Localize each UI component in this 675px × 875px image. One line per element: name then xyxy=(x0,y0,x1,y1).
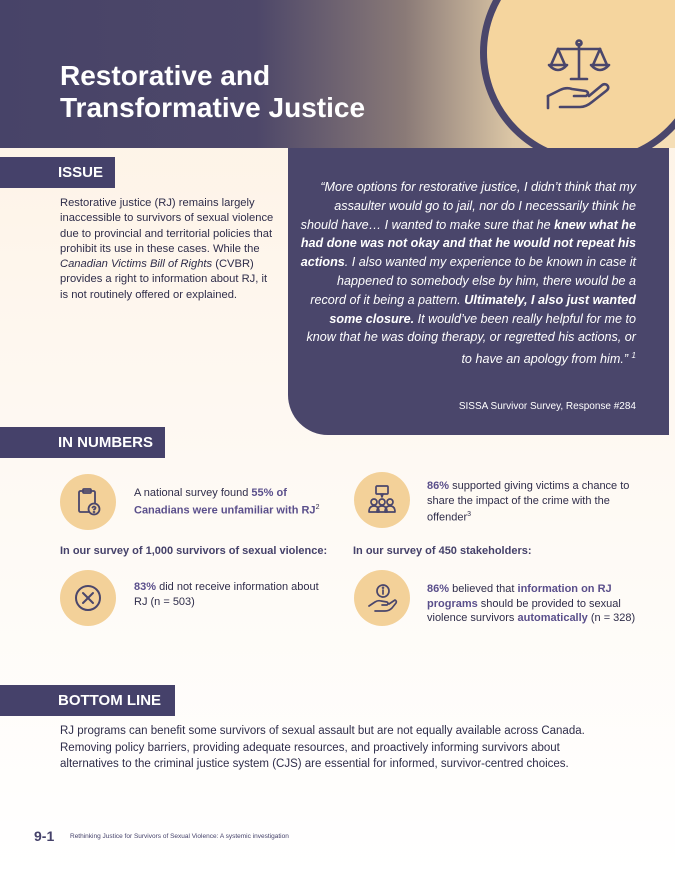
justice-scale-hand-icon xyxy=(544,38,614,113)
stat-highlight: 86% xyxy=(427,480,450,492)
issue-cvbr-title: Canadian Victims Bill of Rights xyxy=(60,258,213,271)
stat-text: (n = 328) xyxy=(587,612,636,624)
stat-automatic-info xyxy=(427,582,642,626)
clipboard-question-icon xyxy=(60,474,116,530)
stat-text: did not receive information about RJ (n = 503) xyxy=(134,581,319,608)
stat-text: A national survey found xyxy=(134,487,252,499)
quote-source: SISSA Survivor Survey, Response #284 xyxy=(458,401,636,412)
bottom-line-heading: BOTTOM LINE xyxy=(0,685,175,716)
title-line-1: Restorative and xyxy=(60,60,271,91)
footnote-ref: 3 xyxy=(467,511,472,518)
issue-text-part2: (CVBR) provides a right to information about RJ, it is not routinely offered or explained. xyxy=(60,258,268,301)
group-speech-icon xyxy=(354,472,410,528)
stat-victim-impact xyxy=(427,479,642,525)
stat-highlight: 83% xyxy=(134,581,157,593)
page-number: 9-1 xyxy=(34,828,55,844)
quote-part: It would’ve been really helpful for me to know that he was doing therapy, or regretted his actions, or to have an apology from him.” xyxy=(306,311,636,367)
quote-bold: knew what he had done was not okay and that he would not repeat his actions xyxy=(300,217,636,270)
survivor-quote xyxy=(300,178,636,369)
stat-no-rj-info xyxy=(134,580,334,609)
stat-highlight: 55% of Canadians were unfamiliar with RJ xyxy=(134,487,316,517)
stakeholder-survey-subhead: In our survey of 450 stakeholders: xyxy=(353,545,532,557)
footer-title: Rethinking Justice for Survivors of Sexual Violence: A systemic investigation xyxy=(70,833,289,840)
stat-highlight: information on RJ programs xyxy=(427,583,612,610)
stat-text: believed that xyxy=(449,583,518,595)
issue-text-part1: Restorative justice (RJ) remains largely inaccessible to survivors of sexual violence due to provincial and territorial policies that prohibit its use in these cases. While the xyxy=(60,197,274,255)
quote-part: . I also wanted my experience to be known in case it happened to somebody else by him, there would be a record of it being a pattern. xyxy=(310,255,636,307)
title-line-2: Transformative Justice xyxy=(60,92,366,123)
footnote-ref: 2 xyxy=(315,503,320,511)
x-circle-icon xyxy=(60,570,116,626)
stat-text: supported giving victims a chance to share the impact of the crime with the offender xyxy=(427,480,630,524)
issue-paragraph xyxy=(60,196,275,303)
footnote-ref: 1 xyxy=(631,351,636,361)
quote-bold: Ultimately, I also just wanted some closure. xyxy=(329,292,636,326)
stat-highlight: automatically xyxy=(517,612,588,624)
issue-heading: ISSUE xyxy=(0,157,115,188)
bottom-line-paragraph: RJ programs can benefit some survivors of sexual assault but are not equally available across Canada. Removing policy barriers, providing adequate resources, and proactively informing survivors about alternatives to the criminal justice system (CJS) are essential for informed, survivor-centred choices. xyxy=(60,725,585,770)
stat-national-survey xyxy=(134,486,339,518)
in-numbers-heading: IN NUMBERS xyxy=(0,427,165,458)
stat-text: should be provided to sexual violence survivors xyxy=(427,597,621,624)
hand-info-icon xyxy=(354,570,410,626)
survivor-survey-subhead: In our survey of 1,000 survivors of sexual violence: xyxy=(60,545,328,557)
page-title xyxy=(60,60,365,124)
quote-part: “More options for restorative justice, I didn’t think that my assaulter would go to jail, nor do I necessarily think he should have… I wanted to make sure that he xyxy=(300,180,636,232)
stat-highlight: 86% xyxy=(427,583,450,595)
